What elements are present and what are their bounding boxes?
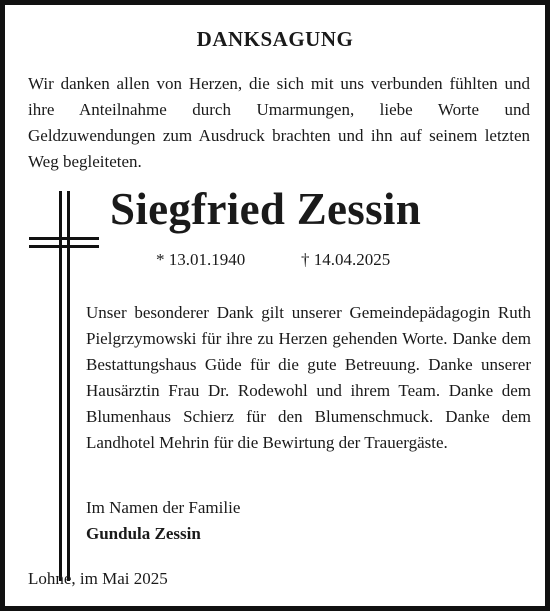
- signer-name: Gundula Zessin: [86, 524, 201, 543]
- cross-icon-vertical-left: [59, 191, 62, 581]
- birth-date: * 13.01.1940: [156, 250, 246, 269]
- notice-heading: DANKSAGUNG: [196, 27, 354, 51]
- death-date: † 14.04.2025: [301, 250, 391, 269]
- place-date: Lohne, im Mai 2025: [28, 569, 168, 588]
- cross-icon-bar-top: [29, 237, 99, 240]
- intro-paragraph: Wir danken allen von Herzen, die sich mit uns verbunden fühlten und ihre Anteilnahme durch Umarmungen, liebe Worte und Geldzuwendungen zum Ausdruck brachten und ihn auf seinem letzten Weg begleiteten.: [28, 74, 530, 171]
- cross-icon-vertical-right: [67, 191, 70, 581]
- cross-icon-bar-bottom: [29, 245, 99, 248]
- family-line: Im Namen der Familie: [86, 498, 241, 517]
- deceased-name: Siegfried Zessin: [110, 184, 422, 234]
- thanks-paragraph: Unser besonderer Dank gilt unserer Gemeindepädagogin Ruth Pielgrzymowski für ihre zu Herzen gehenden Worte. Danke dem Bestattungshaus Güde für die gute Betreuung. Danke unserer Hausärztin Frau Dr. Rodewohl und ihrem Team. Danke dem Blumenhaus Schierz für den Blumenschmuck. Danke dem Landhotel Mehrin für die Bewirtung der Trauergäste.: [86, 303, 531, 452]
